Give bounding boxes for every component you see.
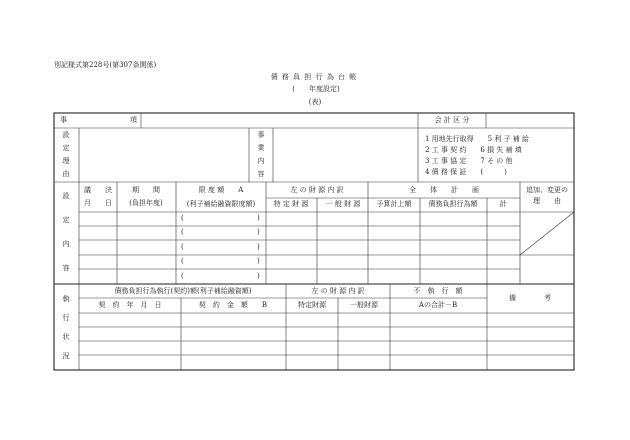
paren-open: ( [181, 272, 184, 280]
yosan-keijo-header: 予算計上額 [376, 200, 412, 208]
jiko-label: 事 [60, 116, 67, 124]
jiko-label-2: 項 [130, 116, 137, 124]
paren-open: ( [181, 214, 184, 222]
a-minus-b-header: Aの合計－B [418, 301, 458, 309]
paren-close: ) [257, 272, 260, 280]
settei-riyu-label: 設 定 理 由 [62, 131, 70, 178]
settei-riyu-field[interactable] [80, 129, 248, 181]
gendogaku-header: 限 度 額 A [198, 186, 244, 194]
ippan-zaigen-header: 一 般 財 源 [325, 200, 361, 208]
rishi-gendogaku-header: (利子補給融資限度額) [186, 200, 256, 208]
paren-open: ( [181, 243, 184, 251]
paren-close: ) [257, 257, 260, 265]
kei-header: 計 [499, 200, 507, 208]
shikko-jokyo-label: 執 行 状 況 [62, 295, 70, 360]
settei-naiyo-label: 設 定 内 容 [62, 192, 70, 272]
paren-close: ) [257, 214, 260, 222]
tsuika-header-2: 理 由 [533, 197, 561, 205]
jigyo-naiyo-label: 事 業 内 容 [257, 131, 265, 178]
ledger-title: 債 務 負 担 行 為 台 帳 [270, 73, 358, 81]
paren-close: ) [257, 228, 260, 236]
year-setting: ( 年度設定) [292, 85, 340, 93]
form-reference: 別記様式第228号(第307条関係) [54, 61, 157, 69]
side-label: (表) [308, 98, 322, 106]
saimu-futan-header: 債務負担行為額 [428, 200, 478, 208]
category-item: 2 工 事 契 約 6 損 失 補 填 [425, 146, 522, 154]
fushikko-header: 不 執 行 額 [413, 287, 463, 295]
giketsu-header: 議 決 [84, 186, 112, 194]
jiko-field[interactable] [142, 114, 417, 127]
biko-header: 備 考 [509, 294, 551, 302]
kaikei-kubun-label: 会 計 区 分 [434, 116, 470, 124]
zentai-keikaku-header: 全 体 計 画 [409, 186, 479, 194]
kaikei-kubun-field[interactable] [487, 114, 573, 127]
keiyaku-date-header: 契 約 年 月 日 [98, 301, 162, 309]
category-item: 3 工 事 協 定 7 そ の 他 [425, 157, 513, 165]
paren-open: ( [181, 257, 184, 265]
kikan-header: 期 間 [132, 186, 160, 194]
paren-close: ) [257, 243, 260, 251]
shikko-ippan-header: 一般財源 [350, 301, 378, 309]
futan-nendo-header: (負担年度) [129, 199, 163, 207]
keiyaku-kingaku-header: 契 約 金 額 B [198, 301, 268, 309]
hidari-zaigen-header: 左 の 財 源 内 訳 [290, 186, 344, 194]
tsuki-hi-header: 月 日 [84, 199, 112, 207]
jigyo-naiyo-field[interactable] [274, 129, 417, 181]
paren-open: ( [181, 228, 184, 236]
tokutei-zaigen-header: 特 定 財 源 [273, 200, 309, 208]
shikko-zaigen-header: 左 の 財 源 内 訳 [311, 287, 365, 295]
category-item: 4 債 務 保 証 ( ) [425, 168, 507, 176]
shikko-tokutei-header: 特定財源 [298, 301, 326, 309]
category-item: 1 用地先行取得 5 利 子 補 給 [425, 135, 530, 143]
shikko-main-header: 債務負担行為執行(契約)額(利子補給融資額) [114, 287, 252, 295]
tsuika-header-1: 追加、変更の [526, 186, 568, 194]
